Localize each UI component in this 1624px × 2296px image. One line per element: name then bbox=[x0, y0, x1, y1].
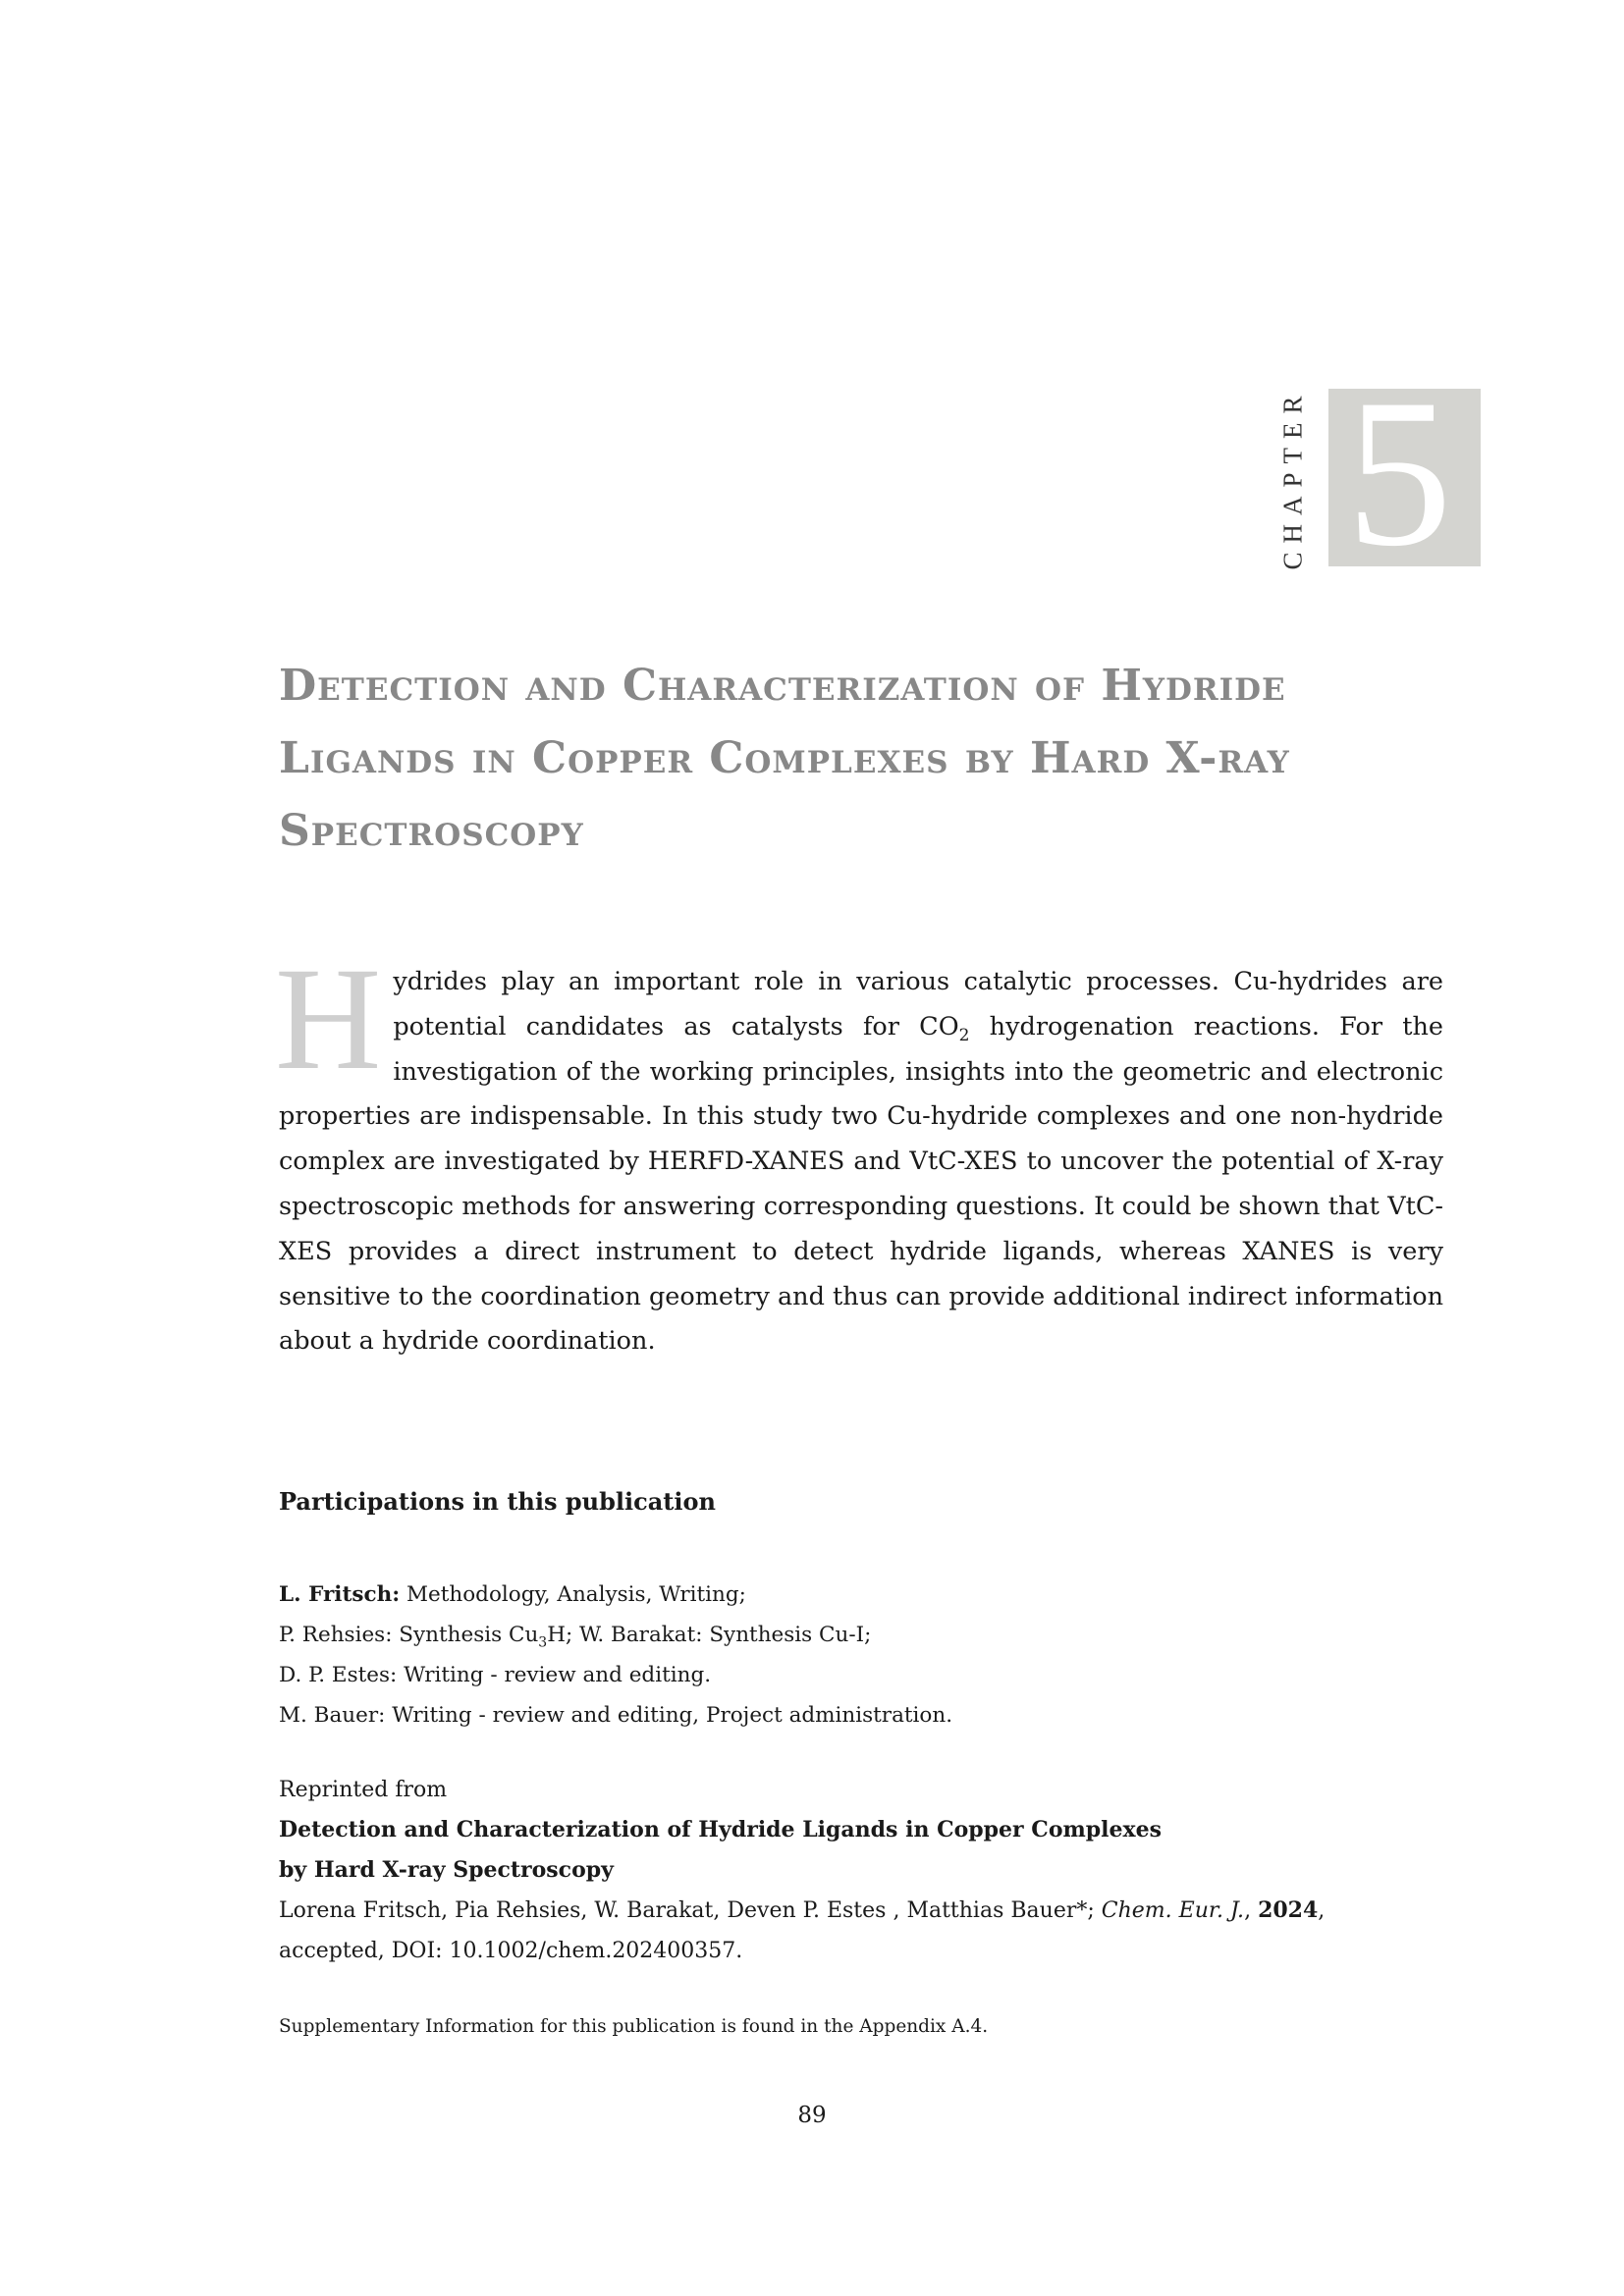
reprint-authors: Lorena Fritsch, Pia Rehsies, W. Barakat, Deven P. Estes , Matthias Bauer*; bbox=[279, 1898, 1102, 1923]
chapter-label-text: CHAPTER bbox=[1277, 386, 1308, 570]
abstract bbox=[275, 937, 1444, 1364]
reprint-authors-line bbox=[279, 1891, 1447, 1931]
participation-line: D. P. Estes: Writing - review and editing. bbox=[279, 1663, 712, 1687]
abstract-subscript: 2 bbox=[958, 1025, 970, 1045]
participation-line: M. Bauer: Writing - review and editing, Project administration. bbox=[279, 1703, 953, 1728]
abstract-text-part1: ydrides play an important role in various catalytic processes. Cu-hydrides are potential candidates as catalysts for CO bbox=[393, 967, 1443, 1041]
page-number: 89 bbox=[797, 2103, 827, 2128]
reprint-title-line: Detection and Characterization of Hydride Ligands in Copper Complexes bbox=[279, 1817, 1163, 1842]
participations-heading: Participations in this publication bbox=[279, 1487, 716, 1516]
participation-subscript: 3 bbox=[538, 1634, 548, 1651]
reprint-title-line: by Hard X-ray Spectroscopy bbox=[279, 1857, 614, 1883]
participation-line bbox=[279, 1575, 1443, 1615]
reprint-journal: Chem. Eur. J. bbox=[1101, 1898, 1245, 1923]
participation-text: P. Rehsies: Synthesis Cu bbox=[279, 1623, 539, 1647]
supplementary-note: Supplementary Information for this publication is found in the Appendix A.4. bbox=[279, 2016, 989, 2037]
reprint-intro: Reprinted from bbox=[279, 1778, 448, 1802]
participation-line bbox=[279, 1615, 1443, 1655]
reprint-status: accepted, DOI: 10.1002/chem.202400357. bbox=[279, 1939, 743, 1963]
reprint-separator: , bbox=[1244, 1898, 1259, 1923]
chapter-label bbox=[1269, 385, 1318, 571]
participant-name: L. Fritsch: bbox=[279, 1582, 401, 1607]
drop-cap: H bbox=[275, 937, 382, 1100]
reprint-citation bbox=[279, 1770, 1447, 1971]
chapter-title: Detection and Characterization of Hydride Ligands in Copper Complexes by Hard X-ray Spectroscopy bbox=[279, 661, 1290, 856]
participation-text: H; W. Barakat: Synthesis Cu-I; bbox=[547, 1623, 872, 1647]
reprint-comma: , bbox=[1318, 1898, 1326, 1923]
participations-list bbox=[279, 1575, 1443, 1735]
abstract-text-part2: hydrogenation reactions. For the investigation of the working principles, insights into the geometric and electronic properties are indispensable. In this study two Cu-hydride complexes and one non-hydride complex are investigated by HERFD-XANES and VtC-XES to uncover the potential of X-ray spectroscopic methods for answering corresponding questions. It could be shown that VtC-XES provides a direct instrument to detect hydride ligands, whereas XANES is very sensitive to the coordination geometry and thus can provide additional indirect information about a hydride coordination. bbox=[279, 1011, 1444, 1357]
chapter-number-box bbox=[1328, 389, 1481, 566]
participation-text: Methodology, Analysis, Writing; bbox=[400, 1582, 746, 1607]
chapter-number: 5 bbox=[1346, 389, 1452, 566]
reprint-year: 2024 bbox=[1258, 1897, 1319, 1923]
